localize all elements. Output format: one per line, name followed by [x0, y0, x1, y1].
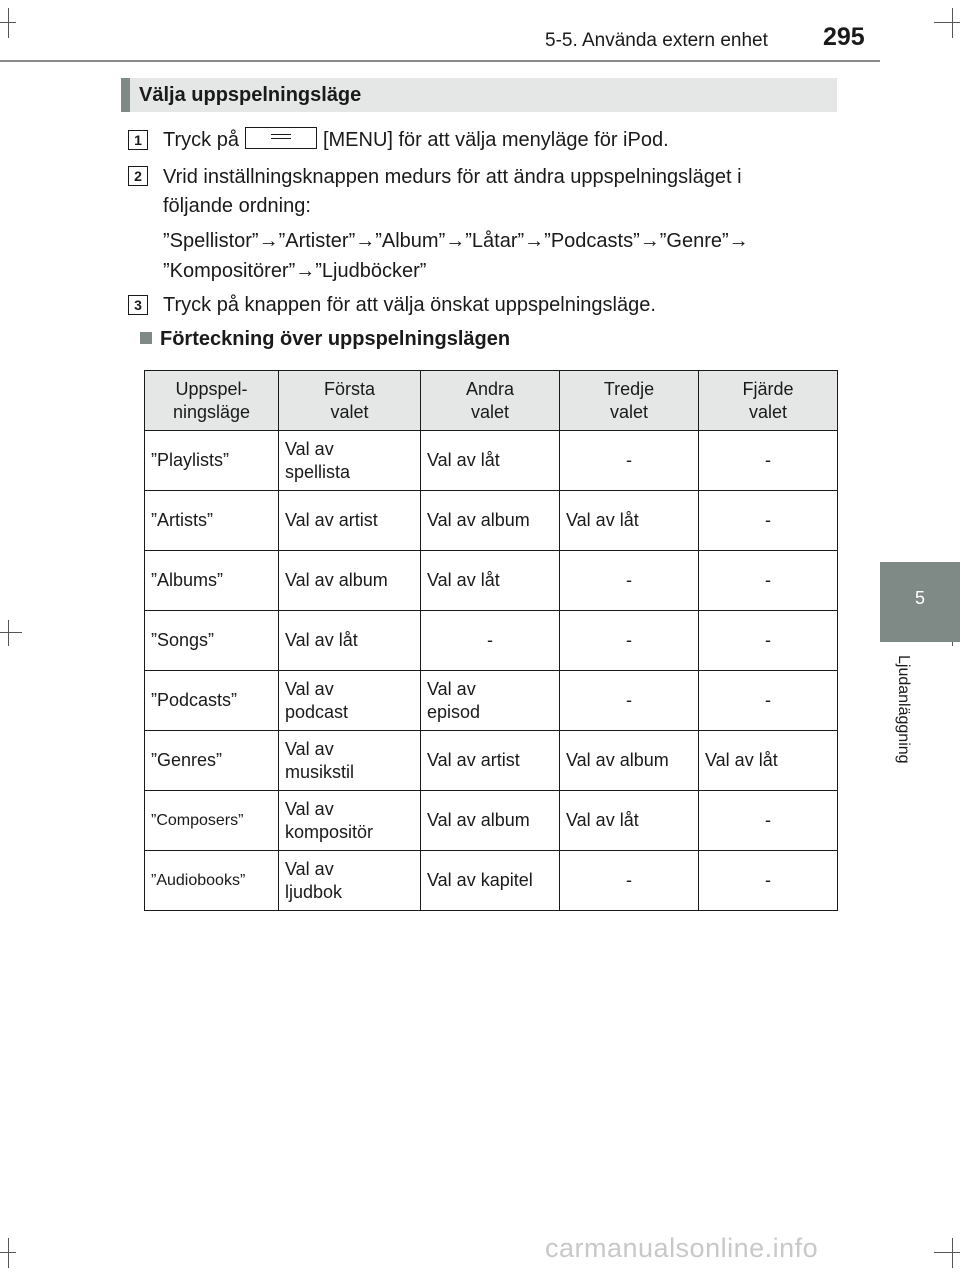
- step-3-text: Tryck på knappen för att välja önskat uppspelningsläge.: [163, 294, 656, 316]
- table-cell: Val av låt: [279, 611, 421, 671]
- table-row: [145, 791, 838, 851]
- table-cell: Val av låt: [560, 491, 699, 551]
- step-2-line2: följande ordning:: [163, 195, 311, 217]
- table-cell: -: [560, 671, 699, 731]
- table-cell: ”Albums”: [145, 551, 279, 611]
- table-cell: ”Composers”: [145, 791, 279, 851]
- table-cell: -: [699, 551, 838, 611]
- column-header: Tredje valet: [560, 371, 699, 431]
- step-number-1: 1: [128, 130, 148, 150]
- table-row: [145, 611, 838, 671]
- table-cell: ”Songs”: [145, 611, 279, 671]
- table-cell: -: [699, 791, 838, 851]
- section-title: Välja uppspelningsläge: [139, 84, 362, 106]
- table-cell: -: [560, 431, 699, 491]
- column-header: Uppspel- ningsläge: [145, 371, 279, 431]
- step-number-2: 2: [128, 166, 148, 186]
- table-cell: Val av kapitel: [421, 851, 560, 911]
- table-cell: Val av album: [421, 791, 560, 851]
- table-cell: Val av album: [421, 491, 560, 551]
- table-cell: Val av ljudbok: [279, 851, 421, 911]
- page-number: 295: [823, 23, 865, 51]
- table-cell: Val av låt: [421, 551, 560, 611]
- step-2-line1: Vrid inställningsknappen medurs för att ändra uppspelningsläget i: [163, 166, 742, 188]
- table-cell: -: [421, 611, 560, 671]
- table-cell: -: [560, 851, 699, 911]
- playback-mode-table: [144, 370, 838, 911]
- table-row: [145, 671, 838, 731]
- table-cell: -: [699, 431, 838, 491]
- table-row: [145, 491, 838, 551]
- step-1-text: Tryck på [MENU] för att välja menyläge för iPod.: [163, 129, 669, 151]
- table-cell: Val av album: [560, 731, 699, 791]
- table-header-row: [145, 371, 838, 431]
- section-title-accent: [121, 78, 130, 112]
- column-header: Andra valet: [421, 371, 560, 431]
- table-cell: -: [560, 611, 699, 671]
- table-cell: Val av artist: [421, 731, 560, 791]
- step-2-order-line1: ”Spellistor”→”Artister”→”Album”→”Låtar”→”Podcasts”→”Genre”→: [163, 230, 749, 252]
- table-cell: -: [699, 851, 838, 911]
- table-cell: Val av artist: [279, 491, 421, 551]
- table-cell: Val av kompositör: [279, 791, 421, 851]
- table-cell: Val av podcast: [279, 671, 421, 731]
- table-cell: Val av låt: [699, 731, 838, 791]
- watermark: carmanualsonline.info: [545, 1233, 819, 1263]
- table-cell: ”Artists”: [145, 491, 279, 551]
- table-cell: Val av episod: [421, 671, 560, 731]
- chapter-label: Ljudanläggning: [895, 655, 912, 764]
- column-header: Fjärde valet: [699, 371, 838, 431]
- menu-button-icon: [245, 127, 317, 149]
- table-cell: -: [699, 671, 838, 731]
- chapter-number: 5: [914, 588, 925, 608]
- table-row: [145, 731, 838, 791]
- header-section-title: 5-5. Använda extern enhet: [545, 30, 768, 51]
- step-number-3: 3: [128, 295, 148, 315]
- table-cell: -: [699, 491, 838, 551]
- table-cell: -: [560, 551, 699, 611]
- table-cell: Val av spellista: [279, 431, 421, 491]
- table-cell: ”Playlists”: [145, 431, 279, 491]
- table-cell: Val av musikstil: [279, 731, 421, 791]
- table-cell: -: [699, 611, 838, 671]
- table-row: [145, 431, 838, 491]
- table-cell: ”Genres”: [145, 731, 279, 791]
- table-cell: Val av låt: [560, 791, 699, 851]
- table-cell: ”Podcasts”: [145, 671, 279, 731]
- table-row: [145, 551, 838, 611]
- table-cell: Val av album: [279, 551, 421, 611]
- column-header: Första valet: [279, 371, 421, 431]
- table-cell: ”Audiobooks”: [145, 851, 279, 911]
- table-row: [145, 851, 838, 911]
- square-bullet-icon: [140, 332, 152, 344]
- step-2-order-line2: ”Kompositörer”→”Ljudböcker”: [163, 260, 427, 282]
- header-divider: [0, 60, 880, 62]
- table-heading: Förteckning över uppspelningslägen: [140, 328, 510, 351]
- table-cell: Val av låt: [421, 431, 560, 491]
